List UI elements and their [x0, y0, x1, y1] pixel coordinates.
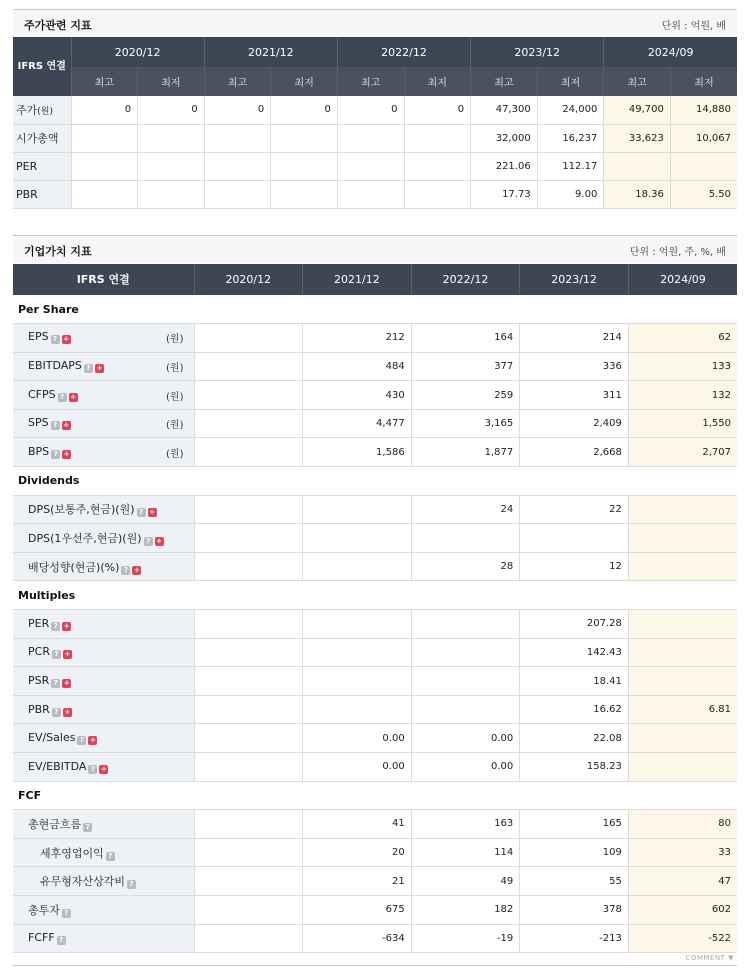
metric-name[interactable]: EV/Sales — [28, 731, 76, 745]
metric-label — [13, 409, 194, 438]
stock-value-cell — [204, 124, 271, 152]
metric-label — [13, 438, 194, 467]
metric-value-cell: 165 — [520, 810, 629, 839]
stock-value-cell: 32,000 — [471, 124, 538, 152]
metric-label — [13, 667, 194, 696]
metric-name[interactable]: 총투자 — [28, 903, 60, 917]
help-icon[interactable]: ? — [51, 421, 60, 430]
help-icon[interactable]: ? — [144, 537, 153, 546]
metric-value-cell: 164 — [411, 324, 520, 353]
stock-period-header: 2023/12 — [471, 37, 604, 67]
stock-value-cell — [271, 152, 338, 180]
metric-value-cell: 20 — [303, 838, 412, 867]
stock-value-cell: 17.73 — [471, 180, 538, 208]
stock-value-cell: 0 — [271, 96, 338, 124]
metric-row — [13, 724, 737, 753]
metric-row — [13, 838, 737, 867]
metric-label — [13, 524, 194, 553]
metric-row — [13, 638, 737, 667]
stock-value-cell: 221.06 — [471, 152, 538, 180]
high-subheader: 최고 — [204, 67, 271, 96]
metric-value-cell — [520, 524, 629, 553]
metric-name[interactable]: FCFF — [28, 931, 55, 945]
metric-label — [13, 924, 194, 953]
metric-label — [13, 810, 194, 839]
metric-value-cell — [628, 724, 737, 753]
help-icon[interactable]: ? — [137, 508, 146, 517]
stock-value-cell — [337, 124, 404, 152]
metric-value-cell — [303, 695, 412, 724]
metric-row — [13, 667, 737, 696]
stock-value-cell: 47,300 — [471, 96, 538, 124]
metric-value-cell — [411, 610, 520, 639]
metric-label — [13, 552, 194, 581]
help-icon[interactable]: ? — [83, 823, 92, 832]
stock-value-cell — [337, 152, 404, 180]
value-indicators-table — [13, 264, 737, 953]
stock-value-cell — [404, 180, 471, 208]
stock-period-header: 2024/09 — [604, 37, 737, 67]
metric-label — [13, 495, 194, 524]
stock-value-cell — [271, 124, 338, 152]
stock-indicators-unit: 단위 : 억원, 배 — [661, 21, 726, 32]
metric-value-cell: 1,877 — [411, 438, 520, 467]
metric-name[interactable]: PBR — [28, 702, 50, 716]
low-subheader: 최저 — [271, 67, 338, 96]
metric-name[interactable]: DPS(보통주,현금)(원) — [28, 503, 135, 517]
stock-row — [13, 180, 737, 208]
stock-value-cell: 112.17 — [537, 152, 604, 180]
metric-value-cell — [303, 638, 412, 667]
metric-label — [13, 695, 194, 724]
low-subheader: 최저 — [404, 67, 471, 96]
high-subheader: 최고 — [604, 67, 671, 96]
metric-value-cell — [303, 552, 412, 581]
expand-plus-icon[interactable]: + — [63, 679, 70, 688]
metric-value-cell — [194, 695, 303, 724]
stock-indicators-title: 주가관련 지표 — [24, 19, 92, 32]
metric-value-cell: 3,165 — [411, 409, 520, 438]
metric-value-cell: 259 — [411, 381, 520, 410]
stock-value-cell: 18.36 — [604, 180, 671, 208]
metric-name[interactable]: EV/EBITDA — [28, 759, 87, 773]
expand-plus-icon[interactable]: + — [70, 392, 77, 401]
metric-value-cell — [194, 438, 303, 467]
metric-value-cell — [303, 495, 412, 524]
low-subheader: 최저 — [670, 67, 737, 96]
stock-row-label — [13, 180, 71, 208]
metric-value-cell — [628, 753, 737, 782]
value-indicators-unit: 단위 : 억원, 주, %, 배 — [629, 247, 726, 258]
stock-row — [13, 96, 737, 124]
help-icon[interactable]: ? — [52, 650, 61, 659]
high-subheader: 최고 — [71, 67, 138, 96]
metric-row — [13, 895, 737, 924]
expand-plus-icon[interactable]: + — [133, 565, 140, 574]
help-icon[interactable]: ? — [51, 679, 60, 688]
metric-label — [13, 638, 194, 667]
stock-value-cell: 10,067 — [670, 124, 737, 152]
stock-corner-header: IFRS 연결 — [13, 37, 71, 96]
stock-period-header: 2021/12 — [204, 37, 337, 67]
stock-value-cell — [138, 124, 205, 152]
metric-value-cell — [194, 838, 303, 867]
metric-value-cell — [194, 352, 303, 381]
metric-value-cell: 133 — [628, 352, 737, 381]
metric-value-cell: 142.43 — [520, 638, 629, 667]
stock-value-cell — [71, 180, 138, 208]
metric-label — [13, 753, 194, 782]
metric-value-cell — [194, 495, 303, 524]
stock-row-label — [13, 152, 71, 180]
help-icon[interactable]: ? — [127, 880, 136, 889]
metric-value-cell: 207.28 — [520, 610, 629, 639]
metric-row — [13, 552, 737, 581]
metric-value-cell: -522 — [628, 924, 737, 953]
section-title: Per Share — [13, 295, 737, 324]
section-row — [13, 781, 737, 810]
metric-row — [13, 695, 737, 724]
metric-value-cell — [194, 610, 303, 639]
metric-name[interactable]: PER — [28, 616, 50, 630]
expand-plus-icon[interactable]: + — [101, 764, 107, 773]
metric-row — [13, 924, 737, 953]
metric-value-cell — [194, 867, 303, 896]
high-subheader: 최고 — [337, 67, 404, 96]
metric-value-cell: 2,409 — [520, 409, 629, 438]
metric-name[interactable]: DPS(1우선주,현금)(원) — [28, 532, 142, 546]
stock-row-unit: (원) — [37, 106, 53, 117]
metric-value-cell: 6.81 — [628, 695, 737, 724]
value-period-header: 2021/12 — [303, 264, 412, 295]
metric-value-cell: 28 — [411, 552, 520, 581]
metric-name[interactable]: EBITDAPS — [28, 358, 82, 372]
stock-value-cell: 0 — [138, 96, 205, 124]
section-row — [13, 467, 737, 496]
stock-value-cell: 0 — [71, 96, 138, 124]
stock-value-cell: 16,237 — [537, 124, 604, 152]
metric-value-cell: 16.62 — [520, 695, 629, 724]
section-title: Dividends — [13, 467, 737, 496]
metric-name[interactable]: BPS — [28, 444, 50, 458]
section-title: FCF — [13, 781, 737, 810]
metric-value-cell — [194, 810, 303, 839]
expand-plus-icon[interactable]: + — [156, 537, 162, 546]
metric-value-cell — [303, 667, 412, 696]
stock-indicators-header — [13, 9, 737, 37]
metric-unit: (원) — [166, 420, 184, 432]
metric-value-cell: 114 — [411, 838, 520, 867]
help-icon[interactable]: ? — [57, 936, 66, 945]
help-icon[interactable]: ? — [121, 566, 130, 575]
stock-value-cell — [138, 152, 205, 180]
metric-value-cell: 55 — [520, 867, 629, 896]
metric-value-cell — [194, 724, 303, 753]
metric-value-cell: 311 — [520, 381, 629, 410]
high-subheader: 최고 — [471, 67, 538, 96]
stock-value-cell — [604, 152, 671, 180]
stock-row — [13, 124, 737, 152]
metric-value-cell: 132 — [628, 381, 737, 410]
metric-value-cell — [303, 610, 412, 639]
metric-value-cell: 21 — [303, 867, 412, 896]
metric-name[interactable]: 총현금흐름 — [28, 817, 82, 831]
metric-row — [13, 524, 737, 553]
metric-value-cell — [194, 753, 303, 782]
stock-value-cell: 9.00 — [537, 180, 604, 208]
metric-value-cell: 49 — [411, 867, 520, 896]
stock-value-cell: 5.50 — [670, 180, 737, 208]
metric-label — [13, 895, 194, 924]
metric-name[interactable]: 유무형자산상각비 — [40, 875, 126, 889]
metric-value-cell — [411, 695, 520, 724]
expand-plus-icon[interactable]: + — [64, 650, 71, 659]
help-icon[interactable]: ? — [51, 450, 60, 459]
metric-value-cell: 22.08 — [520, 724, 629, 753]
metric-value-cell — [628, 667, 737, 696]
stock-value-cell: 33,623 — [604, 124, 671, 152]
metric-value-cell — [194, 324, 303, 353]
metric-value-cell: 0.00 — [411, 724, 520, 753]
metric-value-cell — [411, 638, 520, 667]
stock-value-cell: 0 — [404, 96, 471, 124]
stock-period-header: 2020/12 — [71, 37, 204, 67]
metric-value-cell — [194, 667, 303, 696]
metric-value-cell: -213 — [520, 924, 629, 953]
stock-row-label-text: PBR — [16, 187, 38, 201]
metric-label — [13, 324, 194, 353]
metric-value-cell: 109 — [520, 838, 629, 867]
metric-row — [13, 352, 737, 381]
metric-value-cell: 212 — [303, 324, 412, 353]
metric-row — [13, 409, 737, 438]
expand-plus-icon[interactable]: + — [63, 621, 70, 630]
stock-row-label-text: PER — [16, 159, 38, 173]
metric-value-cell: 163 — [411, 810, 520, 839]
metric-value-cell — [628, 495, 737, 524]
stock-value-cell — [138, 180, 205, 208]
metric-value-cell — [194, 552, 303, 581]
metric-value-cell: 62 — [628, 324, 737, 353]
value-period-header: 2022/12 — [411, 264, 520, 295]
stock-row — [13, 152, 737, 180]
expand-plus-icon[interactable]: + — [63, 449, 70, 458]
stock-row-label-text: 시가총액 — [16, 132, 59, 145]
metric-value-cell — [194, 638, 303, 667]
expand-plus-icon[interactable]: + — [63, 421, 70, 430]
metric-value-cell: -634 — [303, 924, 412, 953]
metric-value-cell: 2,668 — [520, 438, 629, 467]
stock-row-label — [13, 124, 71, 152]
metric-value-cell: 378 — [520, 895, 629, 924]
metric-row — [13, 867, 737, 896]
help-icon[interactable]: ? — [52, 708, 61, 717]
metric-value-cell — [628, 552, 737, 581]
help-icon[interactable]: ? — [106, 852, 115, 861]
expand-plus-icon[interactable]: + — [96, 363, 103, 372]
bottom-divider — [13, 965, 737, 966]
metric-unit: (원) — [166, 334, 184, 346]
metric-row — [13, 381, 737, 410]
value-indicators-header — [13, 235, 737, 263]
metric-value-cell — [194, 409, 303, 438]
metric-row — [13, 495, 737, 524]
stock-value-cell — [670, 152, 737, 180]
metric-label — [13, 724, 194, 753]
value-indicators-title: 기업가치 지표 — [24, 245, 92, 258]
metric-unit: (원) — [166, 448, 184, 460]
metric-name[interactable]: 배당성향(현금)(%) — [28, 560, 120, 574]
metric-value-cell — [628, 524, 737, 553]
metric-value-cell: 0.00 — [303, 753, 412, 782]
metric-value-cell — [411, 667, 520, 696]
metric-value-cell: 602 — [628, 895, 737, 924]
low-subheader: 최저 — [138, 67, 205, 96]
value-corner-header: IFRS 연결 — [13, 264, 194, 295]
expand-plus-icon[interactable]: + — [63, 335, 70, 344]
metric-value-cell — [411, 524, 520, 553]
value-period-header: 2024/09 — [628, 264, 737, 295]
stock-value-cell — [404, 124, 471, 152]
metric-value-cell: 1,550 — [628, 409, 737, 438]
metric-value-cell: 182 — [411, 895, 520, 924]
metric-row — [13, 610, 737, 639]
stock-value-cell — [271, 180, 338, 208]
metric-value-cell — [628, 610, 737, 639]
value-period-header: 2020/12 — [194, 264, 303, 295]
stock-value-cell: 14,880 — [670, 96, 737, 124]
metric-value-cell: 12 — [520, 552, 629, 581]
metric-value-cell: 675 — [303, 895, 412, 924]
metric-name[interactable]: 세후영업이익 — [40, 846, 104, 860]
metric-value-cell: 377 — [411, 352, 520, 381]
metric-name[interactable]: EPS — [28, 330, 49, 344]
metric-value-cell: 24 — [411, 495, 520, 524]
help-icon[interactable]: ? — [51, 335, 60, 344]
metric-row — [13, 753, 737, 782]
stock-row-label-text: 주가 — [16, 103, 38, 117]
metric-row — [13, 810, 737, 839]
metric-value-cell: 1,586 — [303, 438, 412, 467]
stock-value-cell: 0 — [337, 96, 404, 124]
metric-value-cell — [194, 381, 303, 410]
metric-value-cell — [628, 638, 737, 667]
metric-value-cell — [194, 895, 303, 924]
metric-value-cell: 33 — [628, 838, 737, 867]
metric-unit: (원) — [166, 391, 184, 403]
metric-value-cell: 4,477 — [303, 409, 412, 438]
low-subheader: 최저 — [537, 67, 604, 96]
metric-value-cell: 2,707 — [628, 438, 737, 467]
stock-row-label — [13, 96, 71, 124]
metric-value-cell: -19 — [411, 924, 520, 953]
metric-value-cell: 484 — [303, 352, 412, 381]
stock-period-header: 2022/12 — [337, 37, 470, 67]
metric-value-cell: 0.00 — [303, 724, 412, 753]
stock-value-cell: 24,000 — [537, 96, 604, 124]
stock-value-cell — [204, 152, 271, 180]
metric-value-cell: 158.23 — [520, 753, 629, 782]
metric-label — [13, 838, 194, 867]
help-icon[interactable]: ? — [58, 393, 67, 402]
metric-label — [13, 610, 194, 639]
metric-value-cell — [303, 524, 412, 553]
metric-value-cell: 336 — [520, 352, 629, 381]
metric-value-cell: 214 — [520, 324, 629, 353]
stock-value-cell — [71, 152, 138, 180]
metric-value-cell — [194, 924, 303, 953]
metric-value-cell: 47 — [628, 867, 737, 896]
metric-name[interactable]: PCR — [28, 645, 50, 659]
metric-value-cell: 0.00 — [411, 753, 520, 782]
metric-value-cell: 41 — [303, 810, 412, 839]
help-icon[interactable]: ? — [88, 765, 97, 774]
help-icon[interactable]: ? — [62, 909, 71, 918]
metric-value-cell — [194, 524, 303, 553]
stock-value-cell — [71, 124, 138, 152]
section-row — [13, 581, 737, 610]
metric-name[interactable]: CFPS — [28, 387, 56, 401]
stock-value-cell: 49,700 — [604, 96, 671, 124]
expand-plus-icon[interactable]: + — [149, 508, 155, 517]
help-icon[interactable]: ? — [84, 364, 93, 373]
metric-name[interactable]: SPS — [28, 416, 49, 430]
metric-label — [13, 381, 194, 410]
stock-value-cell: 0 — [204, 96, 271, 124]
expand-plus-icon[interactable]: + — [90, 736, 96, 745]
metric-value-cell: 18.41 — [520, 667, 629, 696]
expand-plus-icon[interactable]: + — [64, 707, 71, 716]
metric-value-cell: 80 — [628, 810, 737, 839]
stock-value-cell — [404, 152, 471, 180]
metric-label — [13, 867, 194, 896]
metric-name[interactable]: PSR — [28, 674, 50, 688]
metric-value-cell: 22 — [520, 495, 629, 524]
value-period-header: 2023/12 — [520, 264, 629, 295]
section-row — [13, 295, 737, 324]
comment-toggle[interactable]: COMMENT ▼ — [685, 954, 734, 962]
help-icon[interactable]: ? — [77, 736, 86, 745]
metric-label — [13, 352, 194, 381]
metric-row — [13, 438, 737, 467]
metric-unit: (원) — [166, 362, 184, 374]
stock-value-cell — [204, 180, 271, 208]
stock-value-cell — [337, 180, 404, 208]
metric-value-cell: 430 — [303, 381, 412, 410]
metric-row — [13, 324, 737, 353]
section-title: Multiples — [13, 581, 737, 610]
stock-indicators-table — [13, 37, 737, 209]
help-icon[interactable]: ? — [51, 622, 60, 631]
